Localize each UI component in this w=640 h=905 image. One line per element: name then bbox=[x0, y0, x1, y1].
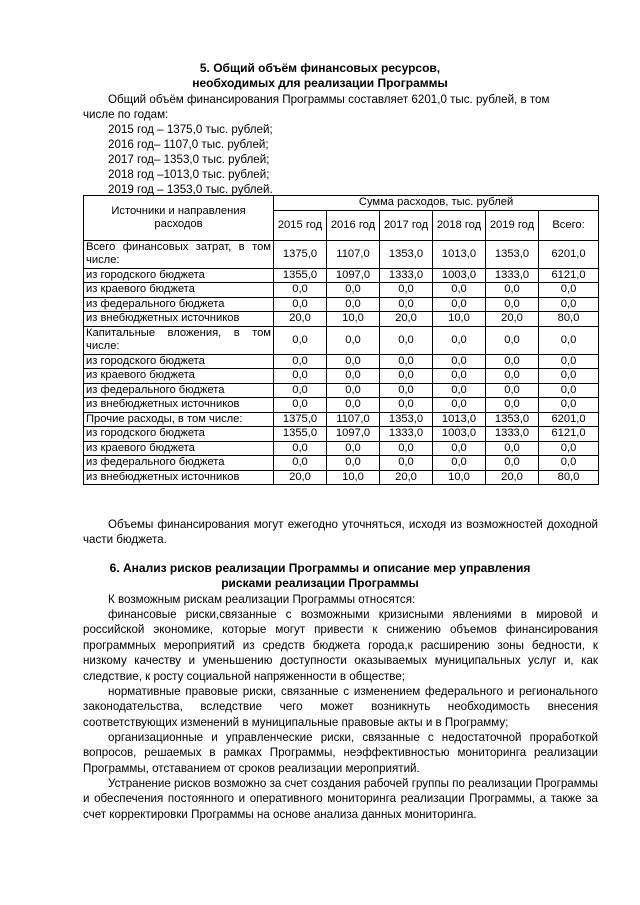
row-value: 20,0 bbox=[486, 312, 539, 327]
row-value: 0,0 bbox=[327, 398, 380, 413]
row-label: из внебюджетных источников bbox=[84, 398, 274, 413]
row-value: 6201,0 bbox=[539, 240, 599, 268]
header-year-2015: 2015 год bbox=[274, 210, 327, 240]
row-value: 0,0 bbox=[486, 283, 539, 298]
row-value: 1107,0 bbox=[327, 240, 380, 268]
row-value: 0,0 bbox=[433, 297, 486, 312]
row-value: 1107,0 bbox=[327, 412, 380, 427]
row-value: 0,0 bbox=[274, 283, 327, 298]
row-value: 0,0 bbox=[274, 369, 327, 384]
row-value: 0,0 bbox=[539, 369, 599, 384]
row-value: 10,0 bbox=[433, 470, 486, 485]
section5-note: Объемы финансирования могут ежегодно уточняться, исходя из возможностей доходной части бюджета. bbox=[83, 518, 598, 547]
row-value: 0,0 bbox=[433, 283, 486, 298]
row-value: 20,0 bbox=[380, 470, 433, 485]
table-row bbox=[84, 354, 599, 369]
section6-lead: К возможным рискам реализации Программы относятся: bbox=[108, 593, 416, 606]
row-label: из внебюджетных источников bbox=[84, 312, 274, 327]
row-value: 1003,0 bbox=[433, 427, 486, 442]
risk-paragraph-regulatory: нормативные правовые риски, связанные с изменением федерального и регионального законодательства, вследствие чего может возникнуть необходимость внесения соответствующих изменений в муниципальные правовые акты и в Программу; bbox=[83, 685, 598, 729]
row-value: 0,0 bbox=[327, 354, 380, 369]
row-value: 0,0 bbox=[380, 456, 433, 471]
year-line-2015: 2015 год – 1375,0 тыс. рублей; bbox=[108, 123, 273, 136]
risk-mitigation-paragraph: Устранение рисков возможно за счет создания рабочей группы по реализации Программы и обеспечения постоянного и оперативного мониторинга реализации Программы, а также за счет корректировки Программы на основе анализа данных мониторинга. bbox=[83, 777, 598, 821]
row-value: 0,0 bbox=[380, 441, 433, 456]
table-row bbox=[84, 456, 599, 471]
year-line-2017: 2017 год– 1353,0 тыс. рублей; bbox=[108, 153, 270, 166]
row-value: 80,0 bbox=[539, 312, 599, 327]
row-value: 1355,0 bbox=[274, 427, 327, 442]
table-row bbox=[84, 369, 599, 384]
row-value: 0,0 bbox=[380, 383, 433, 398]
row-value: 6121,0 bbox=[539, 268, 599, 283]
row-value: 0,0 bbox=[539, 283, 599, 298]
year-line-2016: 2016 год– 1107,0 тыс. рублей; bbox=[108, 138, 269, 151]
table-row bbox=[84, 268, 599, 283]
row-value: 0,0 bbox=[327, 326, 380, 354]
section5-title-line2: необходимых для реализации Программы bbox=[192, 76, 448, 90]
risk-paragraph-financial: финансовые риски,связанные с возможными кризисными явлениями в мировой и российской экономике, которые могут привести к снижению объемов финансирования программных мероприятий из средств бюджета города,к расширению зоны бедности, к низкому качеству и уменьшению доступности оказываемых муниципальных услуг и, как следствие, к росту социальной напряженности в обществе; bbox=[83, 608, 598, 683]
row-label: из внебюджетных источников bbox=[84, 470, 274, 485]
row-value: 0,0 bbox=[327, 441, 380, 456]
table-row bbox=[84, 398, 599, 413]
section5-intro-line2: числе по годам: bbox=[83, 108, 169, 121]
row-value: 0,0 bbox=[327, 456, 380, 471]
table-row bbox=[84, 412, 599, 427]
row-value: 0,0 bbox=[327, 369, 380, 384]
row-value: 0,0 bbox=[539, 354, 599, 369]
table-row bbox=[84, 383, 599, 398]
row-value: 1375,0 bbox=[274, 412, 327, 427]
row-value: 20,0 bbox=[274, 470, 327, 485]
row-label: из городского бюджета bbox=[84, 427, 274, 442]
row-value: 0,0 bbox=[327, 283, 380, 298]
row-label: из городского бюджета bbox=[84, 354, 274, 369]
row-value: 0,0 bbox=[274, 398, 327, 413]
row-value: 0,0 bbox=[274, 441, 327, 456]
row-value: 0,0 bbox=[380, 369, 433, 384]
row-value: 0,0 bbox=[327, 297, 380, 312]
section5-intro-line1: Общий объём финансирования Программы составляет 6201,0 тыс. рублей, в том bbox=[108, 93, 550, 106]
row-value: 0,0 bbox=[539, 441, 599, 456]
row-value: 0,0 bbox=[486, 326, 539, 354]
row-value: 20,0 bbox=[380, 312, 433, 327]
row-label: из городского бюджета bbox=[84, 268, 274, 283]
row-value: 0,0 bbox=[486, 441, 539, 456]
row-value: 1333,0 bbox=[486, 427, 539, 442]
row-value: 0,0 bbox=[486, 398, 539, 413]
row-value: 1375,0 bbox=[274, 240, 327, 268]
table-row bbox=[84, 283, 599, 298]
row-value: 0,0 bbox=[380, 297, 433, 312]
row-value: 0,0 bbox=[539, 326, 599, 354]
row-value: 10,0 bbox=[433, 312, 486, 327]
row-label: из краевого бюджета bbox=[84, 283, 274, 298]
row-value: 10,0 bbox=[327, 312, 380, 327]
row-value: 6121,0 bbox=[539, 427, 599, 442]
row-value: 0,0 bbox=[486, 297, 539, 312]
row-value: 0,0 bbox=[539, 398, 599, 413]
header-source: Источники и направления расходов bbox=[84, 196, 274, 241]
row-value: 1013,0 bbox=[433, 412, 486, 427]
row-label: Прочие расходы, в том числе: bbox=[84, 412, 274, 427]
row-value: 1333,0 bbox=[486, 268, 539, 283]
row-value: 0,0 bbox=[380, 354, 433, 369]
row-value: 0,0 bbox=[433, 456, 486, 471]
row-value: 10,0 bbox=[327, 470, 380, 485]
row-value: 1353,0 bbox=[380, 240, 433, 268]
row-value: 1333,0 bbox=[380, 268, 433, 283]
row-label: Всего финансовых затрат, в том числе: bbox=[84, 240, 274, 268]
row-value: 1355,0 bbox=[274, 268, 327, 283]
row-value: 1003,0 bbox=[433, 268, 486, 283]
row-value: 0,0 bbox=[274, 456, 327, 471]
risk-paragraph-organizational: организационные и управленческие риски, связанные с недостаточной проработкой вопросов, решаемых в рамках Программы, неэффективностью мониторинга реализации Программы, отставанием от сроков реализации мероприятий. bbox=[83, 731, 598, 775]
row-value: 0,0 bbox=[380, 398, 433, 413]
header-total: Всего: bbox=[539, 210, 599, 240]
row-value: 0,0 bbox=[274, 383, 327, 398]
row-label: из федерального бюджета bbox=[84, 383, 274, 398]
row-value: 0,0 bbox=[274, 326, 327, 354]
header-year-2018: 2018 год bbox=[433, 210, 486, 240]
row-value: 0,0 bbox=[486, 354, 539, 369]
row-value: 0,0 bbox=[274, 354, 327, 369]
row-value: 0,0 bbox=[433, 398, 486, 413]
section6-title-line2: рисками реализации Программы bbox=[221, 576, 419, 590]
row-value: 1353,0 bbox=[486, 412, 539, 427]
table-row bbox=[84, 240, 599, 268]
row-value: 1097,0 bbox=[327, 268, 380, 283]
row-label: из федерального бюджета bbox=[84, 456, 274, 471]
row-value: 1333,0 bbox=[380, 427, 433, 442]
header-year-2017: 2017 год bbox=[380, 210, 433, 240]
row-value: 0,0 bbox=[433, 383, 486, 398]
row-value: 0,0 bbox=[327, 383, 380, 398]
table-row bbox=[84, 427, 599, 442]
row-value: 1353,0 bbox=[486, 240, 539, 268]
table-row bbox=[84, 312, 599, 327]
row-value: 0,0 bbox=[539, 297, 599, 312]
row-label: Капитальные вложения, в том числе: bbox=[84, 326, 274, 354]
row-value: 1097,0 bbox=[327, 427, 380, 442]
row-value: 0,0 bbox=[486, 383, 539, 398]
row-value: 0,0 bbox=[486, 456, 539, 471]
header-year-2016: 2016 год bbox=[327, 210, 380, 240]
row-value: 0,0 bbox=[433, 441, 486, 456]
row-value: 0,0 bbox=[433, 369, 486, 384]
table-row bbox=[84, 441, 599, 456]
table-row bbox=[84, 326, 599, 354]
row-value: 0,0 bbox=[380, 326, 433, 354]
section5-title-line1: 5. Общий объём финансовых ресурсов, bbox=[199, 61, 441, 75]
row-value: 20,0 bbox=[274, 312, 327, 327]
year-line-2019: 2019 год – 1353,0 тыс. рублей. bbox=[108, 183, 273, 196]
table-row bbox=[84, 470, 599, 485]
row-value: 6201,0 bbox=[539, 412, 599, 427]
row-value: 1353,0 bbox=[380, 412, 433, 427]
row-value: 0,0 bbox=[433, 326, 486, 354]
row-value: 0,0 bbox=[539, 456, 599, 471]
row-label: из федерального бюджета bbox=[84, 297, 274, 312]
row-label: из краевого бюджета bbox=[84, 369, 274, 384]
header-sum-group: Сумма расходов, тыс. рублей bbox=[274, 196, 599, 211]
row-value: 0,0 bbox=[539, 383, 599, 398]
section6-title-line1: 6. Анализ рисков реализации Программы и описание мер управления bbox=[109, 561, 531, 575]
financing-table bbox=[83, 195, 599, 485]
row-value: 1013,0 bbox=[433, 240, 486, 268]
row-value: 20,0 bbox=[486, 470, 539, 485]
row-value: 0,0 bbox=[380, 283, 433, 298]
row-value: 0,0 bbox=[433, 354, 486, 369]
row-value: 0,0 bbox=[274, 297, 327, 312]
year-line-2018: 2018 год –1013,0 тыс. рублей; bbox=[108, 168, 270, 181]
row-value: 0,0 bbox=[486, 369, 539, 384]
row-value: 80,0 bbox=[539, 470, 599, 485]
row-label: из краевого бюджета bbox=[84, 441, 274, 456]
header-year-2019: 2019 год bbox=[486, 210, 539, 240]
table-row bbox=[84, 297, 599, 312]
